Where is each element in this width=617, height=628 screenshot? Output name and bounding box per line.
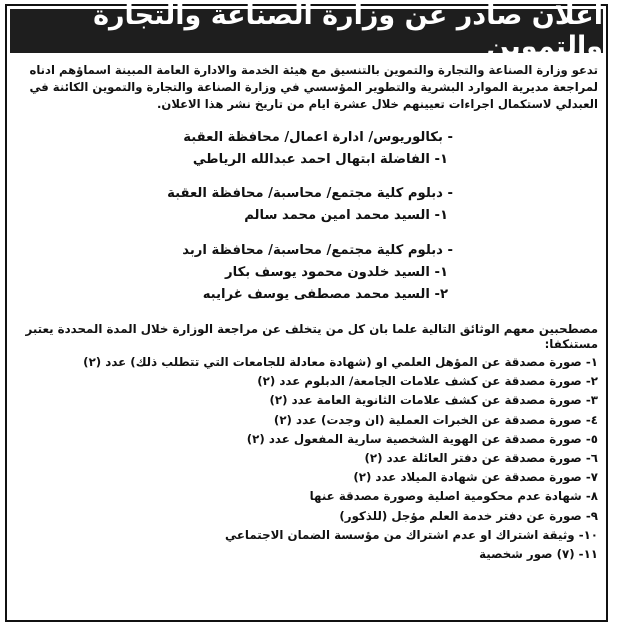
candidate-group [17,240,598,306]
intro-paragraph: تدعو وزارة الصناعة والتجارة والتموين بالتنسيق مع هيئة الخدمة والادارة العامة المبينة اسماؤهم ادناه لمراجعة مديرية الموارد البشرية والتطوير المؤسسي في وزارة الصناعة والتجارة والتموين الكائنة في العبدلي لاستكمال اجراءات تعيينهم خلال عشرة ايام من تاريخ نشر هذا الاعلان. [29,63,598,111]
document-item: ٢- صورة مصدقة عن كشف علامات الجامعة/ الدبلوم عدد (٢) [257,374,598,389]
group-heading: - بكالوريوس/ ادارة اعمال/ محافظة العقبة [183,130,453,145]
group-heading: - دبلوم كلية مجتمع/ محاسبة/ محافظة العقبة [167,186,453,201]
document-item: ٣- صورة مصدقة عن كشف علامات الثانوية العامة عدد (٢) [269,393,598,408]
candidate-name: ٢- السيد محمد مصطفى يوسف غرايبه [202,287,448,302]
document-item: ٨- شهادة عدم محكومية اصلية وصورة مصدقة عنها [309,489,598,504]
document-item: ١- صورة مصدقة عن المؤهل العلمي او (شهادة معادلة للجامعات التي تتطلب ذلك) عدد (٢) [83,355,598,369]
candidate-name: ١- الفاضلة ابتهال احمد عبدالله الرياطي [192,152,448,167]
document-item: ٩- صورة عن دفتر خدمة العلم مؤجل (للذكور) [339,508,598,523]
candidate-group [17,183,598,227]
document-item: ٧- صورة مصدقة عن شهادة الميلاد عدد (٢) [353,470,598,485]
announcement-title: اعلان صادر عن وزارة الصناعة والتجارة والتموين [10,9,603,53]
document-item: ٥- صورة مصدقة عن الهوية الشخصية سارية المفعول عدد (٢) [246,431,598,446]
announcement-body [17,62,598,616]
document-item: ٤- صورة مصدقة عن الخبرات العملية (ان وجدت) عدد (٢) [273,412,598,427]
document-item: ١٠- وثيقة اشتراك او عدم اشتراك من مؤسسة الضمان الاجتماعي [224,527,598,542]
group-heading: - دبلوم كلية مجتمع/ محاسبة/ محافظة اربد [182,243,453,258]
candidate-name: ١- السيد محمد امين محمد سالم [244,208,448,223]
document-item: ٦- صورة مصدقة عن دفتر العائلة عدد (٢) [364,451,598,466]
documents-list [17,353,598,564]
candidate-group [17,127,598,171]
announcement-frame [5,0,608,622]
documents-intro: مصطحبين معهم الوثائق التالية علما بان كل من يتخلف عن مراجعة الوزارة خلال المدة المحددة يعتبر مستنكفا: [25,322,598,351]
document-item: ١١- (٧) صور شخصية [479,547,598,562]
candidate-name: ١- السيد خلدون محمود يوسف بكار [225,265,448,280]
